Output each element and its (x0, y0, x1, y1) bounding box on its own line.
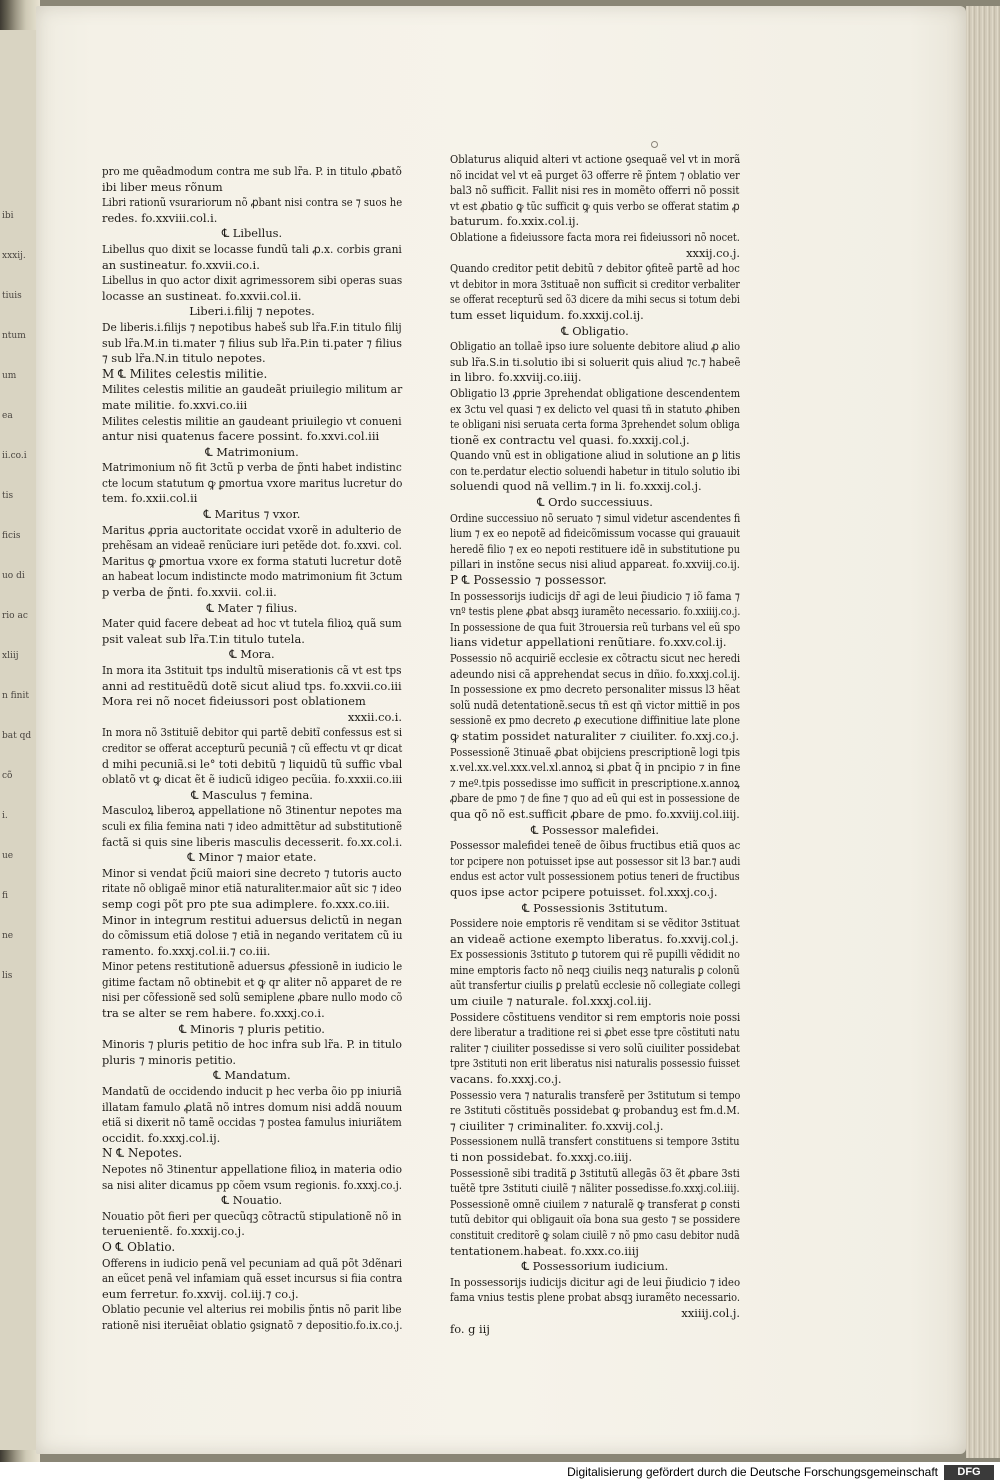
text-line: heredẽ filio ⁊ ex eo nepoti restituere idẽ in substitutione pu (450, 541, 740, 556)
text-line: ℄ Masculus ⁊ femina. (191, 787, 313, 802)
text-line: oblatõ vt ꝙ dicat ẽt ẽ iudicũ idigeo pecũia. fo.xxxii.co.iii (102, 772, 403, 787)
text-line: pro me quẽadmodum contra me sub lr̃a. P. in titulo ꝓbatõ (102, 164, 402, 178)
text-line: Masculoꝝ liberoꝝ appellatione nõ 3tinentur nepotes ma (102, 803, 402, 818)
text-line: cte locum statutum ꝙ ꝑmortua vxore maritus lucretur do (102, 475, 403, 490)
text-line: Nouatio põt fieri per quecũqꝫ cõtractũ stipulationẽ nõ in (102, 1208, 402, 1223)
text-line: De liberis.i.filijs ⁊ nepotibus habeš sub lr̃a.F.in titulo filij (102, 319, 402, 334)
text-line: tentationem.habeat. fo.xxx.co.iiij (450, 1243, 639, 1258)
text-line: um ciuile ⁊ naturale. fol.xxxj.col.iij. (450, 994, 652, 1009)
left-text-column (102, 164, 402, 1334)
text-line: ramento. fo.xxxj.col.ii.⁊ co.iii. (102, 943, 271, 958)
text-line: factã si quis sine liberis masculis decesserit. fo.xx.col.i. (102, 834, 403, 849)
left-page-fragment: tis (2, 491, 14, 501)
text-line: ℄ Possessionis 3stitutum. (522, 900, 668, 915)
text-line: ℄ Possessorium iudicium. (521, 1259, 669, 1274)
text-line: In mora ita 3stituit tps indultũ miserationis cã vt est tps (102, 663, 402, 677)
text-line: In possessione de qua fuit 3trouersia reũ turbans vel eũ spo (450, 619, 741, 634)
text-line: Obligatio l3 ꝓprie 3prehendat obligatione descendentem (450, 385, 741, 400)
text-line: Mora rei nõ nocet fideiussori post oblationem (102, 694, 366, 709)
text-line: Possidere cõstituens venditor si rem emptoris noie possi (450, 1009, 741, 1024)
text-line: gitime factam nõ obtinebit et ꝙ qr aliter nõ apparet de re (102, 974, 402, 989)
text-line: do cõmissum etiã dolose ⁊ etiã in negando veritatem cũ iu (102, 928, 403, 943)
text-line: Oblaturus aliquid alteri vt actione ꝯsequaẽ vel vt in morã (450, 152, 741, 166)
text-line: ⁊ sub lr̃a.N.in titulo nepotes. (102, 351, 266, 366)
left-page-fragment: ficis (2, 531, 21, 541)
text-line: redes. fo.xxviii.col.i. (102, 210, 218, 225)
page-blemish (651, 141, 658, 148)
text-line: Possessionẽ sibi traditã ꝑ 3stitutũ allegãs õ3 ẽt ꝓbare 3sti (450, 1165, 740, 1180)
text-line: locasse an sustineat. fo.xxvii.col.ii. (102, 288, 302, 303)
text-line: lians videtur appellationi renũtiare. fo.xxv.col.ij. (450, 635, 727, 650)
left-page-fragment: um (2, 371, 17, 381)
left-page-fragment: ue (2, 851, 14, 861)
text-line: Possessionem nullã transfert constituens si tempore 3stitu (450, 1134, 740, 1149)
text-line: vacans. fo.xxxj.co.j. (450, 1072, 562, 1087)
text-line: Obligatio an tollaẽ ipso iure soluente debitore aliud ꝓ alio (450, 339, 741, 354)
text-line: qua qõ nõ est.sufficit ꝓbare de pmo. fo.xxviij.col.iiij. (450, 806, 740, 821)
text-line: Maritus ꝙ ꝑmortua vxore ex forma statuti lucretur dotẽ (102, 553, 402, 568)
text-line: sculi ex filia femina nati ⁊ ideo admittẽtur ad substitutionẽ (102, 818, 402, 833)
left-page-fragment: n finit (2, 691, 29, 701)
text-line: p verba de p̃nti. fo.xxvii. col.ii. (102, 585, 277, 600)
text-line: sub lr̃a.S.in ti.solutio ibi si soluerit quis aliud ⁊c.⁊ habeẽ (450, 354, 741, 369)
text-line: pillari in instõne secus nisi aliud appareat. fo.xxviij.co.ij. (450, 557, 740, 572)
text-line: P ℄ Possessio ⁊ possessor. (450, 573, 607, 588)
text-line: ℄ Matrimonium. (205, 444, 299, 459)
text-line: an eũcet penã vel infamiam quã esset incursus si fiia contra (102, 1271, 403, 1286)
text-line: baturum. fo.xxix.col.ij. (450, 214, 580, 229)
right-text-column (450, 152, 740, 1337)
left-page-fragment: bat qd (2, 731, 32, 741)
text-line: ti non possidebat. fo.xxxj.co.iiij. (450, 1150, 633, 1164)
text-line: in libro. fo.xxviij.co.iiij. (450, 370, 582, 385)
text-line: Quando creditor petit debitũ ⁊ debitor ꝯfiteẽ partẽ ad hoc (450, 261, 740, 276)
text-line: constituit creditorẽ ꝙ solam ciuilẽ ⁊ nõ pmo casu debitor nudã (450, 1227, 740, 1242)
text-line: ꝓbare de pmo ⁊ de fine ⁊ quo ad eũ qui est in possessione de (450, 791, 740, 806)
left-page-fragment: fi (2, 891, 9, 901)
left-page-fragment: cõ (2, 771, 13, 781)
text-line: d mihi pecuniã.si le° toti debitũ ⁊ liquidũ tũ suffic vbal (102, 756, 403, 771)
left-page-fragment: tiuis (2, 291, 22, 301)
text-line: ℄ Ordo successiuus. (537, 495, 653, 510)
text-line: Possessionẽ 3tinuaẽ ꝓbat obijciens prescriptionẽ logi tpis (450, 744, 740, 759)
text-line: In mora nõ 3stituiẽ debitor qui partẽ debitĩ confessus est si (102, 725, 403, 740)
text-line: teruenientẽ. fo.xxxij.co.j. (102, 1224, 245, 1239)
text-line: vnº testis plene ꝓbat absqꝫ iuramẽto necessario. fo.xxiiij.co.j. (450, 604, 741, 619)
text-line: ℄ Mater ⁊ filius. (206, 600, 298, 615)
text-line: lium ⁊ ex eo nepotẽ ad fideicõmissum vocasse qui grauauit (450, 526, 741, 541)
text-line: semp cogi põt pro pte sua adimplere. fo.xxx.co.iii. (102, 896, 390, 911)
text-line: aũt transfertur ciuilis ꝑ prelatũ ecclesie nõ collegiate collegi (450, 978, 741, 993)
text-line: Minor petens restitutionẽ aduersus ꝓfessionẽ in iudicio le (102, 959, 403, 974)
text-line: Minoris ⁊ pluris petitio de hoc infra sub lr̃a. P. in titulo (102, 1037, 402, 1052)
text-line: Maritus ꝓpria auctoritate occidat vxorẽ in adulterio de (102, 522, 402, 537)
text-line: eum ferretur. fo.xxvij. col.iij.⁊ co.j. (102, 1286, 299, 1301)
text-line: Offerens in iudicio penã vel pecuniam ad quã põt 3dẽnari (102, 1255, 403, 1270)
text-line: dere liberatur a traditione rei si ꝓbet esse tpre cõstituti natu (450, 1025, 740, 1040)
text-line: M ℄ Milites celestis militie. (102, 366, 268, 381)
text-line: Ordine successiuo nõ seruato ⁊ simul videtur ascendentes fi (450, 510, 741, 525)
text-line: In possessorijs iudicijs dr̃ agi de leui p̃iudicio ⁊ iõ fama ⁊ (450, 588, 740, 603)
text-line: Oblatio pecunie vel alterius rei mobilis p̃ntis nõ parit libe (102, 1302, 402, 1317)
text-line: ℄ Obligatio. (561, 323, 629, 338)
text-line: solũ nudã detentationẽ.secus tñ est qñ victor mittiẽ in pos (450, 697, 740, 712)
text-line: Possidere noie emptoris rẽ venditam si se vẽditor 3stituat (450, 916, 740, 931)
text-line: an sustineatur. fo.xxvii.co.i. (102, 257, 260, 272)
text-line: Liberi.i.filij ⁊ nepotes. (189, 304, 315, 319)
text-line: mine emptoris facto nõ neqꝫ ciuilis neqꝫ naturalis ꝑ colonũ (450, 962, 740, 977)
text-line: In possessione ex pmo decreto personaliter missus l3 hẽat (450, 682, 740, 697)
text-line: xxiiij.col.j. (681, 1305, 740, 1320)
text-line: tutũ debitor qui obligauit oĩa bona sua gesto ⁊ se possidere (450, 1212, 741, 1227)
text-line: ℄ Possessor malefidei. (531, 822, 659, 837)
text-line: Possessio nõ acquiriẽ ecclesie ex cõtractu sicut nec heredi (450, 651, 741, 665)
left-page-fragment: ntum (2, 331, 26, 341)
text-line: soluendi quod nã vellim.⁊ in li. fo.xxxij.col.j. (450, 479, 702, 494)
text-line: Possessio vera ⁊ naturalis transferẽ per 3stitutum si tempo (450, 1087, 741, 1102)
text-line: ℄ Minor ⁊ maior etate. (187, 850, 317, 865)
text-line: vt debitor in mora 3stituaẽ non sufficit si creditor verbaliter (450, 276, 740, 291)
text-line: Nepotes nõ 3tinentur appellatione filioꝝ in materia odio (102, 1162, 403, 1176)
text-line: ℄ Mora. (229, 647, 275, 662)
text-line: Libri rationũ vsurariorum nõ ꝓbant nisi contra se ⁊ suos he (102, 195, 403, 210)
text-line: ℄ Nouatio. (221, 1193, 283, 1208)
text-line: xxxii.co.i. (347, 709, 402, 724)
text-line: con te.perdatur electio soluendi habetur in titulo solutio ibi (450, 463, 740, 478)
text-line: Matrimonium nõ fit 3ctũ p verba de p̃nti habet indistinc (102, 460, 402, 475)
left-page-fragment: xxxij. (2, 251, 26, 261)
text-line: tionẽ ex contractu vel quasi. fo.xxxij.col.j. (450, 432, 690, 447)
left-page-fragment: xliij (2, 651, 19, 661)
text-line: ℄ Mandatum. (213, 1068, 291, 1083)
text-line: vt est ꝓbatio ꝙ tũc sufficit ꝙ quis verbo se offerat statim ꝓ (450, 198, 740, 213)
text-line: Milites celestis militie an gaudeãt priuilegio militum ar (102, 382, 403, 397)
left-page-edge (0, 30, 38, 1450)
text-line: anni ad restituẽdũ dotẽ sicut aliud tps. fo.xxvii.co.iii (102, 678, 402, 693)
page-edges (966, 6, 1000, 1458)
text-line: x.vel.xx.vel.xxx.vel.xl.annoꝝ si ꝓbat q̃ in pncipio ⁊ in fine (450, 760, 741, 775)
text-line: Possessor malefidei teneẽ de õibus fructibus etiã quos ac (450, 838, 741, 853)
text-line: ℄ Libellus. (221, 226, 283, 241)
text-line: tum esset liquidum. fo.xxxij.col.ij. (450, 307, 644, 322)
text-line: tem. fo.xxii.col.ii (102, 491, 198, 506)
text-line: se offerat recepturũ sed õ3 dicere da mihi secus si totum debi (450, 292, 740, 307)
text-line: Minor si vendat p̃ciũ maiori sine decreto ⁊ tutoris aucto (102, 865, 402, 880)
text-line: raliter ⁊ ciuiliter possedisse si vero solũ ciuiliter possidebat (450, 1040, 740, 1055)
text-line: N ℄ Nepotes. (102, 1146, 183, 1161)
text-line: tra se alter se rem habere. fo.xxxj.co.i. (102, 1006, 325, 1021)
text-line: xxxij.co.j. (686, 245, 740, 260)
left-page-fragment: uo di (2, 571, 25, 581)
text-line: sessionẽ ex pmo decreto ꝓ executione diffinitiue late plone (450, 713, 740, 728)
text-line: tuẽtẽ tpre 3stituti ciuilẽ ⁊ nãliter possedisse.fo.xxxj.col.iiij. (450, 1181, 740, 1196)
left-page-fragment: ii.co.i (2, 451, 27, 461)
left-page-fragment: i. (2, 811, 8, 821)
text-line: ex 3ctu vel quasi ⁊ ex delicto vel quasi tñ in statuto ꝓhiben (450, 401, 741, 416)
text-line: Quando vnũ est in obligatione aliud in solutione an ꝑ litis (450, 448, 741, 463)
left-page-fragment: ea (2, 411, 13, 421)
text-line: etiã si dixerit nõ tamẽ occidas ⁊ postea famulus iniuriãtem (102, 1115, 402, 1130)
text-line: ꝙ statim possidet naturaliter ⁊ ciuiliter. fo.xxj.co.j. (450, 728, 740, 743)
text-line: In possessorijs iudicijs dicitur agi de leui p̃iudicio ⁊ ideo (450, 1274, 741, 1289)
text-line: prehẽsam an videaẽ renũciare iuri petẽde dot. fo.xxvi. col. (102, 538, 402, 553)
text-line: an habeat locum indistincte modo matrimonium fit 3ctum (102, 569, 403, 584)
text-line: tpre 3stituti non erit liberatus nisi naturalis possessio fuisset (450, 1056, 740, 1071)
left-page-fragment: rio ac (2, 611, 28, 621)
text-line: Oblatione a fideiussore facta mora rei fideiussori nõ nocet. (450, 229, 740, 244)
text-line: creditor se offerat accepturũ pecuniã ⁊ cũ effectu vt qr dicat (102, 740, 403, 755)
text-line: O ℄ Oblatio. (102, 1239, 176, 1254)
text-line: sub lr̃a.M.in ti.mater ⁊ filius sub lr̃a.P.in ti.pater ⁊ filius (102, 335, 402, 350)
text-line: Mater quid facere debeat ad hoc vt tutela filioꝝ quã sum (102, 616, 402, 631)
text-line: bal3 nõ sufficit. Fallit nisi res in momẽto offerri nõ possit (450, 183, 740, 198)
text-line: ℄ Maritus ⁊ vxor. (203, 507, 301, 522)
text-line: occidit. fo.xxxj.col.ij. (102, 1130, 221, 1145)
text-line: ibi liber meus rõnum (102, 179, 223, 194)
left-page-fragment: lis (2, 971, 13, 981)
left-page-fragment: ne (2, 931, 14, 941)
text-line: tor pcipere non potuisset ipse aut possessor sit l3 bar.⁊ audi (450, 853, 741, 868)
text-line: re 3stituti cõstituẽs possidebat ꝙ probanduꝫ est fm.d.M. (450, 1103, 740, 1118)
text-line: illatam famulo ꝓlatã nõ intres domum nisi addã nouum (102, 1099, 403, 1114)
text-line: an videaẽ actione exempto liberatus. fo.xxvij.col.j. (450, 931, 739, 946)
text-line: Ex possessionis 3stituto ꝑ tutorem qui rẽ pupilli vẽdidit no (450, 947, 740, 962)
text-line: Libellus quo dixit se locasse fundũ tali ꝓ.x. corbis grani (102, 241, 402, 256)
dfg-logo: DFG (944, 1465, 994, 1480)
text-line: psit valeat sub lr̃a.T.in titulo tutela. (102, 631, 305, 646)
text-line: pluris ⁊ minoris petitio. (102, 1052, 237, 1067)
text-line: endus est actor vult possessionem potius teneri de fructibus (450, 869, 740, 884)
text-line: Milites celestis militie an gaudeant priuilegio vt conueni (102, 413, 402, 428)
text-line: fama vnius testis plene probat absqꝫ iuramẽto necessario. (450, 1290, 741, 1305)
text-line: rationẽ nisi iteruẽiat oblatio ꝯsignatõ ⁊ depositio.fo.ix.co.j. (102, 1317, 403, 1332)
text-line: Libellus in quo actor dixit agrimessorem sibi operas suas (102, 273, 403, 288)
text-line: Mandatũ de occidendo inducit p hec verba õio pp iniuriã (102, 1084, 402, 1099)
text-line: antur nisi quatenus facere possint. fo.xxvi.col.iii (102, 429, 380, 444)
text-line: quos ipse actor pcipere potuisset. fol.xxxj.co.j. (450, 884, 718, 899)
text-line: ℄ Minoris ⁊ pluris petitio. (179, 1021, 325, 1036)
text-line: Minor in integrum restitui aduersus delictũ in negan (102, 912, 403, 927)
left-page-fragment: ibi (2, 211, 14, 221)
text-line: mate militie. fo.xxvi.co.iii (102, 397, 248, 412)
text-line: ⁊ ciuiliter ⁊ criminaliter. fo.xxvij.col.j. (450, 1118, 664, 1133)
text-line: nisi per cõfessionẽ sed solũ semiplene ꝓbare nullo modo cõ (102, 990, 403, 1005)
text-line: ⁊ meº.tpis possedisse imo sufficit in prescriptione.x.annoꝝ (450, 775, 740, 790)
funding-notice: Digitalisierung gefördert durch die Deutsche Forschungsgemeinschaft (567, 1465, 938, 1479)
text-line: nõ incidat vel vt eã purget õ3 offerre rẽ p̃ntem ⁊ oblatio ver (450, 167, 740, 182)
text-line: sa nisi aliter dicamus pp cõem vsum regionis. fo.xxxj.co.j. (102, 1177, 403, 1192)
text-line: Possessionẽ omnẽ ciuilem ⁊ naturalẽ ꝙ transferat ꝑ consti (450, 1196, 740, 1211)
text-line: adeundo nisi cã apprehendat secus in dñio. fo.xxxj.col.ij. (450, 666, 741, 681)
text-line: ritate nõ obligaẽ minor etiã naturaliter.maior aũt sic ⁊ ideo (102, 881, 402, 896)
text-line: fo. g iij (450, 1321, 490, 1336)
footer-bar (0, 1462, 1000, 1484)
text-line: te obligani nisi seruata certa forma 3prehendet solum obliga (450, 417, 740, 432)
